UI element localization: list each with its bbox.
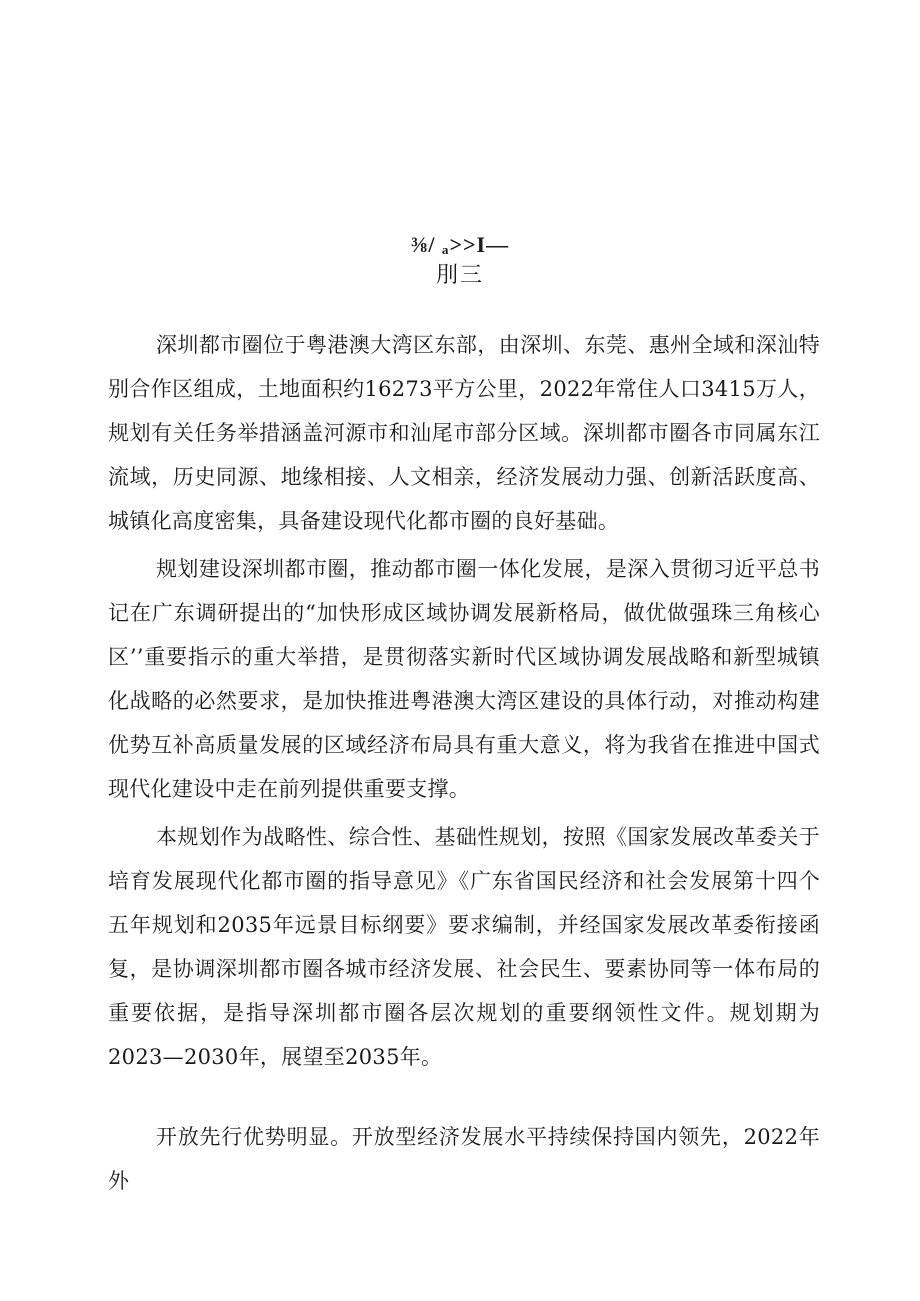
- paragraph-intro: 深圳都市圈位于粤港澳大湾区东部，由深圳、东莞、惠州全域和深汕特别合作区组成，土地面积约16273平方公里，2022年常住人口3415万人，规划有关任务举措涵盖河源市和汕尾市部分区域。深圳都市圈各市同属东江流域，历史同源、地缘相接、人文相亲，经济发展动力强、创新活跃度高、城镇化高度密集，具备建设现代化都市圈的良好基础。: [108, 333, 820, 533]
- heading-garbled: ⅜/ ₐ>>I—: [410, 232, 510, 257]
- document-body: [108, 323, 820, 1203]
- heading-title: 刖三: [435, 263, 484, 288]
- paragraph-plan-scope: 本规划作为战略性、综合性、基础性规划，按照《国家发展改革委关于培育发展现代化都市圈的指导意见》《广东省国民经济和社会发展第十四个五年规划和2035年远景目标纲要》要求编制，并经国家发展改革委衔接函复，是协调深圳都市圈各城市经济发展、社会民生、要素协同等一体布局的重要依据，是指导深圳都市圈各层次规划的重要纲领性文件。规划期为2023—2030年，展望至2035年。: [108, 825, 820, 1069]
- paragraph-significance: 规划建设深圳都市圈，推动都市圈一体化发展，是深入贯彻习近平总书记在广东调研提出的“加快形成区域协调发展新格局，做优做强珠三角核心区’’重要指示的重大举措，是贯彻落实新时代区域协调发展战略和新型城镇化战略的必然要求，是加快推进粤港澳大湾区建设的具体行动，对推动构建优势互补高质量发展的区域经济布局具有重大意义，将为我省在推进中国式现代化建设中走在前列提供重要支撑。: [108, 557, 820, 801]
- paragraph-openness: 开放先行优势明显。开放型经济发展水平持续保持国内领先，2022年外: [108, 1125, 820, 1193]
